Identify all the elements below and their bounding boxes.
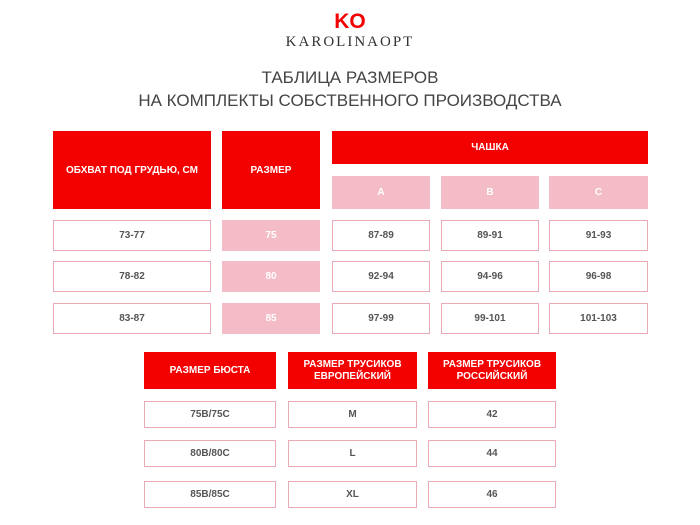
table-row-1-cup-c: 91-93 <box>549 220 648 251</box>
table-row-1-underbust: 73-77 <box>53 220 211 251</box>
table-row-3-underbust: 83-87 <box>53 303 211 334</box>
page-title-line1: ТАБЛИЦА РАЗМЕРОВ <box>261 68 439 87</box>
table-row-3-cup-b: 99-101 <box>441 303 539 334</box>
table2-row-2-eu: L <box>288 440 417 467</box>
table2-row-3-ru: 46 <box>428 481 556 508</box>
table2-row-2-ru: 44 <box>428 440 556 467</box>
table2-row-3-bust: 85B/85C <box>144 481 276 508</box>
table-row-2-cup-a: 92-94 <box>332 261 430 292</box>
table-row-3-cup-c: 101-103 <box>549 303 648 334</box>
header-cup: ЧАШКА <box>332 131 648 164</box>
table-row-1-cup-a: 87-89 <box>332 220 430 251</box>
header-panties-eu <box>288 352 417 389</box>
brand-name: KAROLINAOPT <box>285 34 415 50</box>
table2-row-1-ru: 42 <box>428 401 556 428</box>
header-cup-a: A <box>332 176 430 209</box>
table-row-3-cup-a: 97-99 <box>332 303 430 334</box>
page-title-line2: НА КОМПЛЕКТЫ СОБСТВЕННОГО ПРОИЗВОДСТВА <box>138 91 562 110</box>
table2-row-2-bust: 80B/80C <box>144 440 276 467</box>
table-row-2-size: 80 <box>222 261 320 292</box>
table-row-1-cup-b: 89-91 <box>441 220 539 251</box>
header-cup-c: C <box>549 176 648 209</box>
logo-letters: KO <box>334 10 366 33</box>
header-panties-ru-line1: РАЗМЕР ТРУСИКОВ <box>442 358 542 370</box>
header-bust-size: РАЗМЕР БЮСТА <box>144 352 276 389</box>
header-panties-eu-line2: ЕВРОПЕЙСКИЙ <box>314 370 391 382</box>
table2-row-1-eu: M <box>288 401 417 428</box>
brand-logo-icon <box>333 9 367 33</box>
table-row-2-cup-c: 96-98 <box>549 261 648 292</box>
header-cup-b: B <box>441 176 539 209</box>
table2-row-1-bust: 75B/75C <box>144 401 276 428</box>
header-panties-eu-line1: РАЗМЕР ТРУСИКОВ <box>303 358 402 370</box>
table2-row-3-eu: XL <box>288 481 417 508</box>
header-size: РАЗМЕР <box>222 131 320 209</box>
header-panties-ru <box>428 352 556 389</box>
header-panties-ru-line2: РОССИЙСКИЙ <box>456 370 528 382</box>
table-row-3-size: 85 <box>222 303 320 334</box>
table-row-2-cup-b: 94-96 <box>441 261 539 292</box>
header-underbust: ОБХВАТ ПОД ГРУДЬЮ, СМ <box>53 131 211 209</box>
table-row-1-size: 75 <box>222 220 320 251</box>
table-row-2-underbust: 78-82 <box>53 261 211 292</box>
